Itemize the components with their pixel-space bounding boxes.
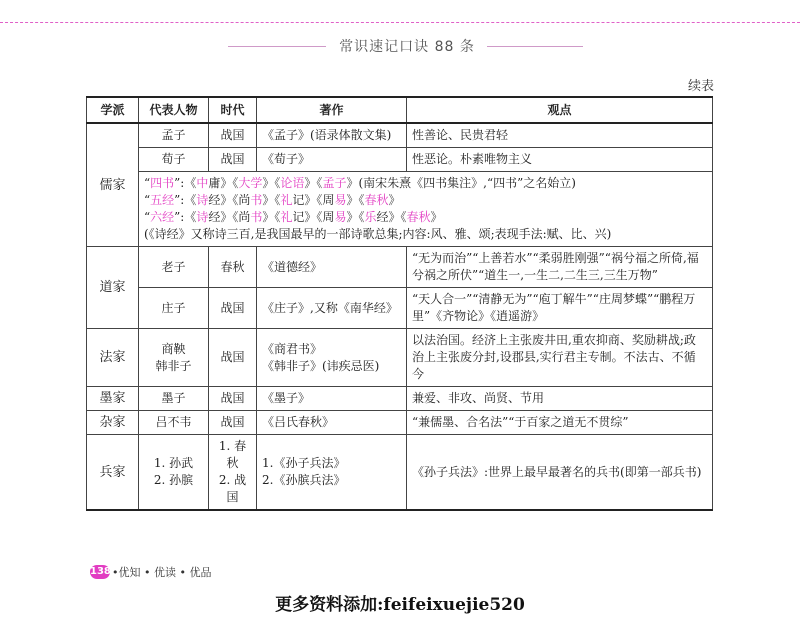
view-cell: 性善论、民贵君轻	[407, 123, 713, 148]
table-row	[87, 247, 713, 288]
book-of-songs-line: (《诗经》又称诗三百,是我国最早的一部诗歌总集;内容:风、雅、颂;表现手法:赋、比、兴)	[144, 227, 612, 241]
table-row	[87, 329, 713, 387]
work-title: 2.《孙膑兵法》	[262, 473, 346, 487]
footer-contact-ad: 更多资料添加:feifeixuejie520	[275, 595, 525, 615]
work-title: 1.《孙子兵法》	[262, 456, 346, 470]
era-cell: 战国	[209, 329, 257, 387]
person-cell: 庄子	[139, 288, 209, 329]
era-cell: 战国	[209, 411, 257, 435]
work-cell: 《荀子》	[257, 148, 407, 172]
table-header-row	[87, 97, 713, 123]
person-cell: 墨子	[139, 387, 209, 411]
header-rule-left	[228, 46, 326, 47]
person-cell: 老子	[139, 247, 209, 288]
work-cell: 《庄子》,又称《南华经》	[257, 288, 407, 329]
view-cell: 性恶论。朴素唯物主义	[407, 148, 713, 172]
school-cell: 法家	[87, 329, 139, 387]
view-cell: “无为而治”“上善若水”“柔弱胜刚强”“祸兮福之所倚,福兮祸之所伏”“道生一,一生二,二生三,三生万物”	[407, 247, 713, 288]
era-name: 2. 战国	[218, 473, 247, 504]
work-cell	[257, 329, 407, 387]
classics-note-cell	[139, 172, 713, 247]
view-cell: 以法治国。经济上主张废井田,重农抑商、奖励耕战;政治上主张废分封,设郡县,实行君主专制。不法古、不循今	[407, 329, 713, 387]
column-header-person: 代表人物	[139, 97, 209, 123]
six-classics-line: “六经”:《诗经》《尚书》《礼记》《周易》《乐经》《春秋》	[144, 210, 443, 224]
school-cell: 杂家	[87, 411, 139, 435]
philosophy-schools-table	[86, 96, 713, 511]
school-cell: 儒家	[87, 123, 139, 247]
person-name: 商鞅	[161, 341, 186, 356]
work-cell: 《道德经》	[257, 247, 407, 288]
school-cell: 墨家	[87, 387, 139, 411]
page-title: 常识速记口诀 88 条	[339, 39, 475, 55]
person-cell	[139, 435, 209, 511]
person-cell: 吕不韦	[139, 411, 209, 435]
work-title: 《商君书》	[262, 341, 323, 356]
column-header-view: 观点	[407, 97, 713, 123]
header-rule-right	[487, 46, 583, 47]
person-cell: 荀子	[139, 148, 209, 172]
era-cell: 战国	[209, 288, 257, 329]
school-cell: 道家	[87, 247, 139, 329]
work-cell: 《墨子》	[257, 387, 407, 411]
view-cell: 兼爱、非攻、尚贤、节用	[407, 387, 713, 411]
era-cell: 春秋	[209, 247, 257, 288]
era-cell: 战国	[209, 387, 257, 411]
work-cell	[257, 435, 407, 511]
person-name: 1. 孙武	[153, 456, 194, 470]
page-header	[0, 32, 800, 60]
work-title: 《韩非子》(讳疾忌医)	[262, 358, 380, 373]
era-cell: 战国	[209, 148, 257, 172]
person-name: 2. 孙膑	[153, 473, 194, 487]
view-cell: “天人合一”“清静无为”“庖丁解牛”“庄周梦蝶”“鹏程万里”《齐物论》《逍遥游》	[407, 288, 713, 329]
school-cell: 兵家	[87, 435, 139, 511]
table-row	[87, 288, 713, 329]
footer-slogan: •优知 • 优读 • 优品	[112, 566, 212, 579]
table-row	[87, 172, 713, 247]
table-row	[87, 387, 713, 411]
top-dashed-divider	[0, 22, 800, 23]
table-row	[87, 411, 713, 435]
column-header-era: 时代	[209, 97, 257, 123]
view-cell: “兼儒墨、合名法”“于百家之道无不贯综”	[407, 411, 713, 435]
era-name: 1. 春秋	[218, 439, 247, 470]
five-classics-line: “五经”:《诗经》《尚书》《礼记》《周易》《春秋》	[144, 193, 401, 207]
column-header-school: 学派	[87, 97, 139, 123]
continued-label: 续表	[688, 79, 715, 94]
person-cell: 孟子	[139, 123, 209, 148]
four-books-line: “四书”:《中庸》《大学》《论语》《孟子》(南宋朱熹《四书集注》,“四书”之名始立)	[144, 176, 576, 190]
person-cell	[139, 329, 209, 387]
era-cell	[209, 435, 257, 511]
work-cell: 《孟子》(语录体散文集)	[257, 123, 407, 148]
table-row	[87, 148, 713, 172]
page-number-badge: 138	[90, 566, 111, 577]
person-name: 韩非子	[155, 358, 192, 373]
table-row	[87, 123, 713, 148]
column-header-work: 著作	[257, 97, 407, 123]
work-cell: 《吕氏春秋》	[257, 411, 407, 435]
era-cell: 战国	[209, 123, 257, 148]
view-cell: 《孙子兵法》:世界上最早最著名的兵书(即第一部兵书)	[407, 435, 713, 511]
table-row	[87, 435, 713, 511]
